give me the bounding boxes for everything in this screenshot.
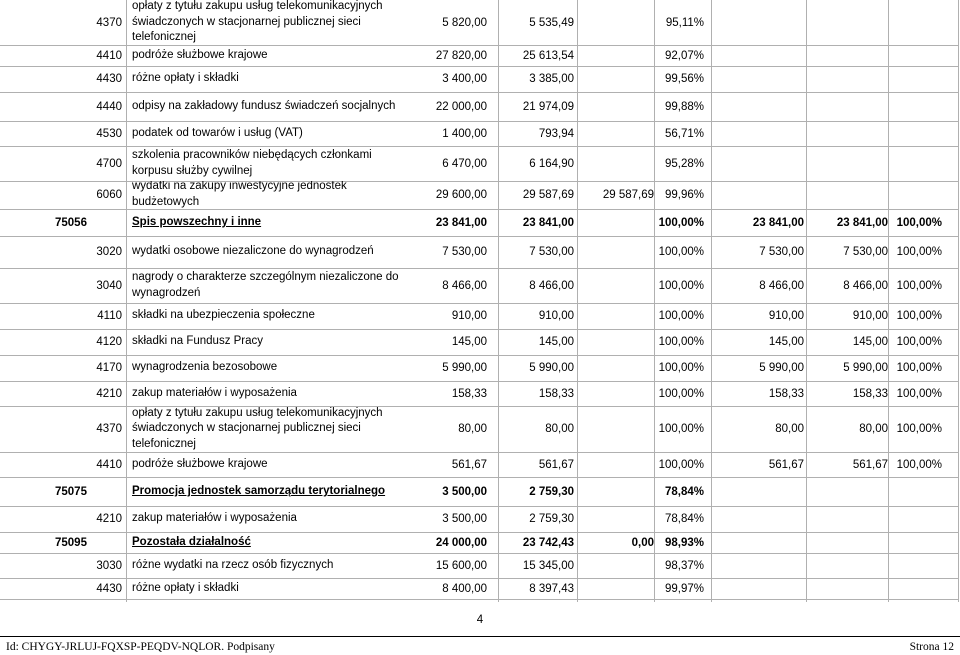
plan-value: 8 400,00 [442, 582, 487, 595]
plan-value-2 [712, 506, 804, 532]
execution-value-2: 5 990,00 [843, 362, 888, 374]
plan-value: 80,00 [458, 423, 487, 435]
execution-value: 793,94 [538, 127, 574, 140]
execution-value: 5 990,00 [529, 362, 574, 374]
paragraph-code: 4120 [96, 336, 122, 348]
item-description: podróże służbowe krajowe [132, 457, 268, 470]
plan-value-2 [712, 553, 804, 578]
item-description: różne wydatki na rzecz osób fizycznych [132, 558, 334, 571]
percent-value: 95,11% [665, 16, 704, 29]
execution-value: 15 345,00 [522, 559, 574, 572]
plan-value: 5 990,00 [442, 362, 487, 374]
plan-value-2: 158,33 [768, 387, 804, 400]
plan-value-2 [712, 66, 804, 92]
percent-value-2: 100,00% [896, 423, 942, 435]
section-title: Spis powszechny i inne [132, 215, 262, 228]
plan-value: 7 530,00 [442, 246, 487, 258]
paragraph-code: 4210 [96, 513, 122, 525]
execution-value-2: 23 841,00 [836, 216, 888, 229]
plan-value: 3 400,00 [442, 73, 487, 85]
section-row [0, 532, 960, 553]
table-row [0, 553, 960, 578]
percent-value-2 [888, 477, 942, 506]
execution-extra [578, 92, 654, 121]
paragraph-code: 4210 [96, 387, 122, 400]
execution-value-2 [808, 532, 888, 553]
footer-id: Id: CHYGY-JRLUJ-FQXSP-PEQDV-NQLOR. Podpisany [6, 641, 275, 653]
percent-value-2: 100,00% [896, 336, 942, 348]
table-row [0, 45, 960, 66]
execution-value-2: 7 530,00 [843, 246, 888, 258]
item-description: szkolenia pracowników niebędących członkami korpusu służby cywilnej [132, 148, 372, 177]
paragraph-code: 4170 [96, 362, 122, 374]
table-row [0, 66, 960, 92]
execution-value: 561,67 [538, 458, 574, 471]
plan-value-2 [712, 146, 804, 181]
percent-value: 78,84% [664, 485, 704, 498]
percent-value-2 [888, 578, 942, 599]
table-row [0, 121, 960, 146]
execution-value-2 [808, 578, 888, 599]
table-row [0, 329, 960, 355]
paragraph-code: 3020 [96, 246, 122, 258]
percent-value: 99,97% [664, 582, 704, 595]
percent-value-2 [888, 181, 942, 209]
plan-value: 27 820,00 [435, 49, 487, 62]
percent-value-2: 100,00% [896, 310, 942, 322]
plan-value-2: 5 990,00 [759, 362, 804, 374]
plan-value: 6 470,00 [442, 157, 487, 170]
item-description: zakup materiałów i wyposażenia [132, 386, 297, 399]
percent-value: 100,00% [658, 279, 704, 292]
percent-value-2: 100,00% [896, 362, 942, 374]
plan-value-2: 910,00 [768, 310, 804, 322]
execution-extra [578, 452, 654, 477]
execution-value: 145,00 [538, 336, 574, 348]
percent-value-2 [888, 553, 942, 578]
section-title: Promocja jednostek samorządu terytorialnego [132, 484, 386, 497]
table-row [0, 303, 960, 329]
execution-value: 25 613,54 [522, 49, 574, 62]
percent-value: 100,00% [658, 336, 704, 348]
table-row [0, 0, 960, 45]
execution-extra [578, 506, 654, 532]
item-description: opłaty z tytułu zakupu usług telekomunikacyjnych świadczonych w stacjonarnej publicznej sieci telefonicznej [132, 406, 383, 450]
plan-value-2: 8 466,00 [759, 279, 804, 292]
plan-value-2: 561,67 [768, 458, 804, 471]
execution-value-2: 158,33 [852, 387, 888, 400]
execution-value-2: 8 466,00 [843, 279, 888, 292]
table-row [0, 268, 960, 303]
execution-extra: 29 587,69 [602, 189, 654, 201]
execution-value-2: 910,00 [852, 310, 888, 322]
percent-value-2 [888, 146, 942, 181]
plan-value-2 [712, 92, 804, 121]
paragraph-code: 4370 [96, 423, 122, 435]
item-description: odpisy na zakładowy fundusz świadczeń socjalnych [132, 99, 396, 112]
item-description: nagrody o charakterze szczególnym niezaliczone do wynagrodzeń [132, 270, 399, 299]
execution-value: 80,00 [545, 423, 574, 435]
execution-extra [578, 329, 654, 355]
paragraph-code: 4370 [96, 16, 122, 29]
plan-value: 5 820,00 [442, 16, 487, 29]
execution-extra [578, 121, 654, 146]
item-description: wynagrodzenia bezosobowe [132, 361, 278, 374]
plan-value-2: 145,00 [768, 336, 804, 348]
execution-extra [578, 236, 654, 268]
percent-value-2 [888, 66, 942, 92]
execution-extra [578, 146, 654, 181]
execution-extra [578, 66, 654, 92]
execution-value-2 [808, 121, 888, 146]
percent-value: 78,84% [664, 513, 704, 525]
item-description: wydatki osobowe niezaliczone do wynagrodzeń [132, 245, 374, 258]
paragraph-code: 4410 [96, 458, 122, 471]
paragraph-code: 3030 [96, 559, 122, 572]
item-description: składki na ubezpieczenia społeczne [132, 309, 315, 322]
item-description: wydatki na zakupy inwestycyjne jednostek budżetowych [132, 181, 347, 208]
plan-value-2 [712, 181, 804, 209]
execution-value: 8 397,43 [529, 582, 574, 595]
plan-value-2: 80,00 [775, 423, 804, 435]
plan-value-2 [712, 578, 804, 599]
percent-value: 100,00% [658, 387, 704, 400]
table-row [0, 452, 960, 477]
table-row [0, 381, 960, 406]
paragraph-code: 6060 [96, 189, 122, 201]
execution-extra [578, 406, 654, 452]
percent-value: 100,00% [658, 458, 704, 471]
plan-value: 158,33 [451, 387, 487, 400]
execution-value: 23 742,43 [522, 536, 574, 549]
execution-value: 910,00 [538, 310, 574, 322]
percent-value-2: 100,00% [896, 216, 942, 229]
execution-value-2: 80,00 [859, 423, 888, 435]
percent-value-2: 100,00% [896, 387, 942, 400]
execution-extra [578, 45, 654, 66]
execution-extra [578, 381, 654, 406]
execution-extra [578, 303, 654, 329]
plan-value: 145,00 [451, 336, 487, 348]
section-code: 75075 [55, 485, 87, 498]
page-number: 4 [476, 614, 484, 626]
execution-value: 29 587,69 [522, 189, 574, 201]
plan-value: 910,00 [451, 310, 487, 322]
plan-value-2: 23 841,00 [752, 216, 804, 229]
execution-value: 158,33 [538, 387, 574, 400]
execution-value-2 [808, 553, 888, 578]
item-description: zakup materiałów i wyposażenia [132, 512, 297, 525]
percent-value: 100,00% [658, 423, 704, 435]
execution-extra [578, 209, 654, 236]
item-description: składki na Fundusz Pracy [132, 335, 264, 348]
execution-extra [578, 0, 654, 45]
execution-value-2 [808, 146, 888, 181]
plan-value: 22 000,00 [435, 100, 487, 113]
plan-value-2 [712, 45, 804, 66]
percent-value: 100,00% [658, 246, 704, 258]
execution-value-2 [808, 92, 888, 121]
plan-value: 29 600,00 [435, 189, 487, 201]
percent-value: 95,28% [664, 157, 704, 170]
percent-value-2 [888, 45, 942, 66]
percent-value: 100,00% [658, 216, 704, 229]
percent-value-2: 100,00% [896, 458, 942, 471]
execution-value: 2 759,30 [529, 485, 574, 498]
table-row [0, 146, 960, 181]
percent-value: 56,71% [664, 127, 704, 140]
paragraph-code: 4430 [96, 582, 122, 595]
execution-value: 2 759,30 [529, 513, 574, 525]
plan-value: 1 400,00 [442, 127, 487, 140]
execution-value-2 [808, 0, 888, 45]
execution-value-2 [808, 45, 888, 66]
item-description: opłaty z tytułu zakupu usług telekomunikacyjnych świadczonych w stacjonarnej publicznej sieci telefonicznej [132, 0, 383, 44]
execution-value-2 [808, 181, 888, 209]
table-row [0, 236, 960, 268]
paragraph-code: 4110 [97, 310, 122, 322]
table-row [0, 578, 960, 599]
execution-value: 3 385,00 [529, 73, 574, 85]
percent-value-2 [888, 506, 942, 532]
plan-value: 561,67 [451, 458, 487, 471]
percent-value: 98,93% [664, 536, 704, 549]
plan-value-2 [712, 532, 804, 553]
plan-value-2 [712, 0, 804, 45]
section-title: Pozostała działalność [132, 535, 251, 548]
paragraph-code: 4430 [96, 73, 122, 85]
paragraph-code: 4530 [96, 127, 122, 140]
plan-value-2: 7 530,00 [759, 246, 804, 258]
paragraph-code: 4410 [96, 49, 122, 62]
footer-page-label: Strona 12 [909, 641, 954, 653]
section-row [0, 477, 960, 506]
item-description: podróże służbowe krajowe [132, 48, 268, 61]
percent-value: 92,07% [664, 49, 704, 62]
item-description: podatek od towarów i usług (VAT) [132, 126, 303, 139]
percent-value: 99,56% [664, 73, 704, 85]
plan-value: 24 000,00 [435, 536, 487, 549]
plan-value-2 [712, 477, 804, 506]
execution-extra [578, 355, 654, 381]
table-row [0, 92, 960, 121]
execution-extra [578, 268, 654, 303]
table-row [0, 506, 960, 532]
execution-value: 21 974,09 [522, 100, 574, 113]
item-description: różne opłaty i składki [132, 72, 239, 85]
execution-value: 6 164,90 [529, 157, 574, 170]
percent-value-2 [888, 0, 942, 45]
execution-value-2 [808, 477, 888, 506]
paragraph-code: 4700 [96, 157, 122, 170]
plan-value: 3 500,00 [442, 513, 487, 525]
percent-value-2 [888, 532, 942, 553]
plan-value: 3 500,00 [442, 485, 487, 498]
table-row [0, 406, 960, 452]
paragraph-code: 4440 [96, 100, 122, 113]
plan-value: 15 600,00 [435, 559, 487, 572]
execution-value: 23 841,00 [522, 216, 574, 229]
execution-value-2 [808, 66, 888, 92]
execution-extra [578, 477, 654, 506]
percent-value-2 [888, 121, 942, 146]
execution-extra [578, 553, 654, 578]
section-row [0, 209, 960, 236]
execution-extra: 0,00 [631, 536, 654, 549]
percent-value: 100,00% [658, 310, 704, 322]
execution-value: 7 530,00 [529, 246, 574, 258]
percent-value-2 [888, 92, 942, 121]
percent-value: 100,00% [658, 362, 704, 374]
execution-value-2: 145,00 [852, 336, 888, 348]
section-code: 75095 [55, 536, 87, 549]
paragraph-code: 3040 [96, 279, 122, 292]
grid-hline [0, 599, 958, 600]
section-code: 75056 [55, 216, 87, 229]
execution-value: 8 466,00 [529, 279, 574, 292]
plan-value: 23 841,00 [435, 216, 487, 229]
percent-value: 99,96% [664, 189, 704, 201]
plan-value: 8 466,00 [442, 279, 487, 292]
execution-extra [578, 578, 654, 599]
footer-rule [0, 636, 960, 637]
item-description: różne opłaty i składki [132, 581, 239, 594]
execution-value-2: 561,67 [852, 458, 888, 471]
percent-value-2: 100,00% [896, 279, 942, 292]
execution-value: 5 535,49 [529, 16, 574, 29]
percent-value: 98,37% [664, 559, 704, 572]
plan-value-2 [712, 121, 804, 146]
execution-value-2 [808, 506, 888, 532]
table-row [0, 355, 960, 381]
percent-value: 99,88% [664, 100, 704, 113]
percent-value-2: 100,00% [896, 246, 942, 258]
table-row [0, 181, 960, 209]
